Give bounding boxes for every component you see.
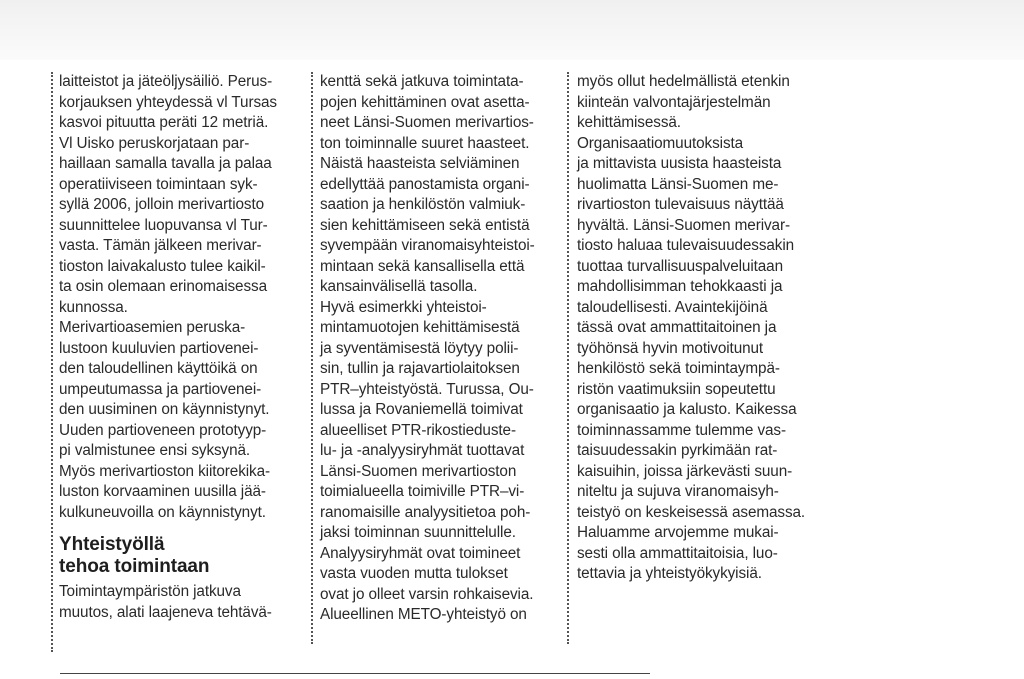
text-line: haillaan samalla tavalla ja palaa xyxy=(59,155,272,172)
text-line: kasvoi pituutta peräti 12 metriä. xyxy=(59,114,269,131)
text-line: tuottaa turvallisuuspalveluitaan xyxy=(577,257,783,275)
text-line: sesti olla ammattitaitoisia, luo- xyxy=(577,544,778,562)
text-line: työhönsä hyvin motivoitunut xyxy=(577,339,764,357)
text-line: Vl Uisko peruskorjataan par- xyxy=(59,134,250,152)
text-line: Hyvä esimerkki yhteistoi- xyxy=(320,298,487,316)
text-line: Uuden partioveneen prototyyp- xyxy=(59,421,267,439)
text-line: Länsi-Suomen merivartioston xyxy=(320,462,517,480)
text-column-3 xyxy=(577,72,827,585)
text-line: ta osin olemaan erinomaisessa xyxy=(59,278,267,295)
text-line: umpeutumassa ja partioveneі- xyxy=(59,380,262,398)
text-line: den taloudellinen käyttöikä on xyxy=(59,360,258,377)
column-divider xyxy=(311,72,313,644)
text-line: toimialueella toimiville PTR–vi- xyxy=(320,483,525,500)
text-line: edellyttää panostamista organi- xyxy=(320,175,530,193)
text-line: PTR–yhteistyöstä. Turussa, Ou- xyxy=(320,380,534,398)
text-line: kulkuneuvoilla on käynnistynyt. xyxy=(59,503,266,521)
text-line: Alueellinen METO-yhteistyö on xyxy=(320,606,527,623)
text-line: kenttä sekä jatkuva toimintata- xyxy=(320,73,524,90)
text-line: lu- ja -analyysiryhmät tuottavat xyxy=(320,442,525,459)
text-line: vasta vuoden mutta tulokset xyxy=(320,565,508,582)
section-heading xyxy=(59,534,299,578)
column-divider xyxy=(51,72,53,652)
text-line: ranomaisille analyysitietoa poh- xyxy=(320,503,531,521)
text-line: teistyö on keskeisessä asemassa. xyxy=(577,503,806,521)
text-line: syllä 2006, jolloin merivartiosto xyxy=(59,196,265,213)
text-line: pojen kehittäminen ovat asetta- xyxy=(320,93,530,111)
text-line: kehittämisessä. xyxy=(577,114,681,131)
page-top-shadow xyxy=(0,0,1024,60)
text-line: lussa ja Rovaniemellä toimivat xyxy=(320,401,523,418)
text-line: niteltu ja sujuva viranomaisyh- xyxy=(577,483,779,500)
text-line: vasta. Tämän jälkeen merivar- xyxy=(59,237,262,254)
text-line: lustoon kuuluvien partioveneі- xyxy=(59,339,259,357)
text-column-2 xyxy=(320,72,560,626)
text-line: luston korvaaminen uusilla jää- xyxy=(59,483,266,500)
column-divider xyxy=(567,72,569,644)
text-line: jaksi toiminnan suunnittelulle. xyxy=(320,524,516,541)
text-line: Näistä haasteista selviäminen xyxy=(320,155,520,172)
text-column-1 xyxy=(59,72,299,623)
text-line: pi valmistunee ensi syksynä. xyxy=(59,442,251,459)
text-line: henkilöstö sekä toimintaympä- xyxy=(577,360,780,377)
text-line: Analyysiryhmät ovat toimineet xyxy=(320,544,521,562)
text-line: laitteistot ja jäteöljysäiliö. Perus- xyxy=(59,73,273,90)
text-line: suunnittelee luopuvansa vl Tur- xyxy=(59,216,268,234)
text-line: huolimatta Länsi-Suomen me- xyxy=(577,175,779,193)
text-line: tettavia ja yhteistyökykyisiä. xyxy=(577,565,762,582)
text-line: sien kehittämiseen sekä entistä xyxy=(320,216,530,234)
text-line: organisaatio ja kalusto. Kaikessa xyxy=(577,401,797,418)
text-line: korjauksen yhteydessä vl Tursas xyxy=(59,93,277,111)
text-line: mintaan sekä kansallisella että xyxy=(320,257,525,275)
text-line: sin, tullin ja rajavartiolaitoksen xyxy=(320,360,520,377)
text-line: ton toiminnalle suuret haasteet. xyxy=(320,134,530,152)
text-line: Merivartioasemien peruska- xyxy=(59,319,246,336)
text-line: toiminnassamme tulemme vas- xyxy=(577,421,786,439)
text-line: kansainvälisellä tasolla. xyxy=(320,278,478,295)
text-line: Haluamme arvojemme mukai- xyxy=(577,524,779,541)
text-line: neet Länsi-Suomen merivartios- xyxy=(320,114,534,131)
text-line: syvempään viranomaisyhteistoi- xyxy=(320,237,535,254)
text-line: tioston laivakalusto tulee kaikil- xyxy=(59,257,266,275)
text-line: ovat jo olleet varsin rohkaisevia. xyxy=(320,585,534,603)
text-line: tässä ovat ammattitaitoinen ja xyxy=(577,319,777,336)
text-line: taisuudessakin pyrkimään rat- xyxy=(577,442,778,459)
text-line: myös ollut hedelmällistä etenkin xyxy=(577,73,790,90)
text-line: Myös merivartioston kiitorekika- xyxy=(59,462,271,480)
text-line: mintamuotojen kehittämisestä xyxy=(320,319,520,336)
text-line: kaisuihin, joissa järkevästi suun- xyxy=(577,462,793,480)
text-line: ristön vaatimuksiin sopeutettu xyxy=(577,380,776,398)
text-line: Toimintaympäristön jatkuva xyxy=(59,583,241,600)
text-line: ja mittavista uusista haasteista xyxy=(577,155,782,172)
text-line: ja syventämisestä löytyy polii- xyxy=(320,339,519,357)
text-line: alueelliset PTR-rikostiedustе- xyxy=(320,421,516,439)
text-line: operatiiviseen toimintaan syk- xyxy=(59,175,258,193)
text-line: saation ja henkilöstön valmiuk- xyxy=(320,196,526,213)
text-line: muutos, alati laajeneva tehtävä- xyxy=(59,603,272,621)
text-line: den uusiminen on käynnistynyt. xyxy=(59,401,270,418)
bottom-rule xyxy=(60,673,650,674)
text-line: taloudellisesti. Avaintekijöinä xyxy=(577,298,768,316)
text-line: rivartioston tulevaisuus näyttää xyxy=(577,196,784,213)
text-line: Organisaatiomuutoksista xyxy=(577,134,744,152)
section-heading-line: Yhteistyöllä xyxy=(59,534,165,555)
text-line: kunnossa. xyxy=(59,298,128,316)
text-line: tiosto haluaa tulevaisuudessakin xyxy=(577,237,795,254)
text-line: hyvältä. Länsi-Suomen merivar- xyxy=(577,216,790,234)
text-line: mahdollisimman tehokkaasti ja xyxy=(577,278,783,295)
section-heading-line: tehoa toimintaan xyxy=(59,556,210,577)
text-line: kiinteän valvontajärjestelmän xyxy=(577,93,771,111)
